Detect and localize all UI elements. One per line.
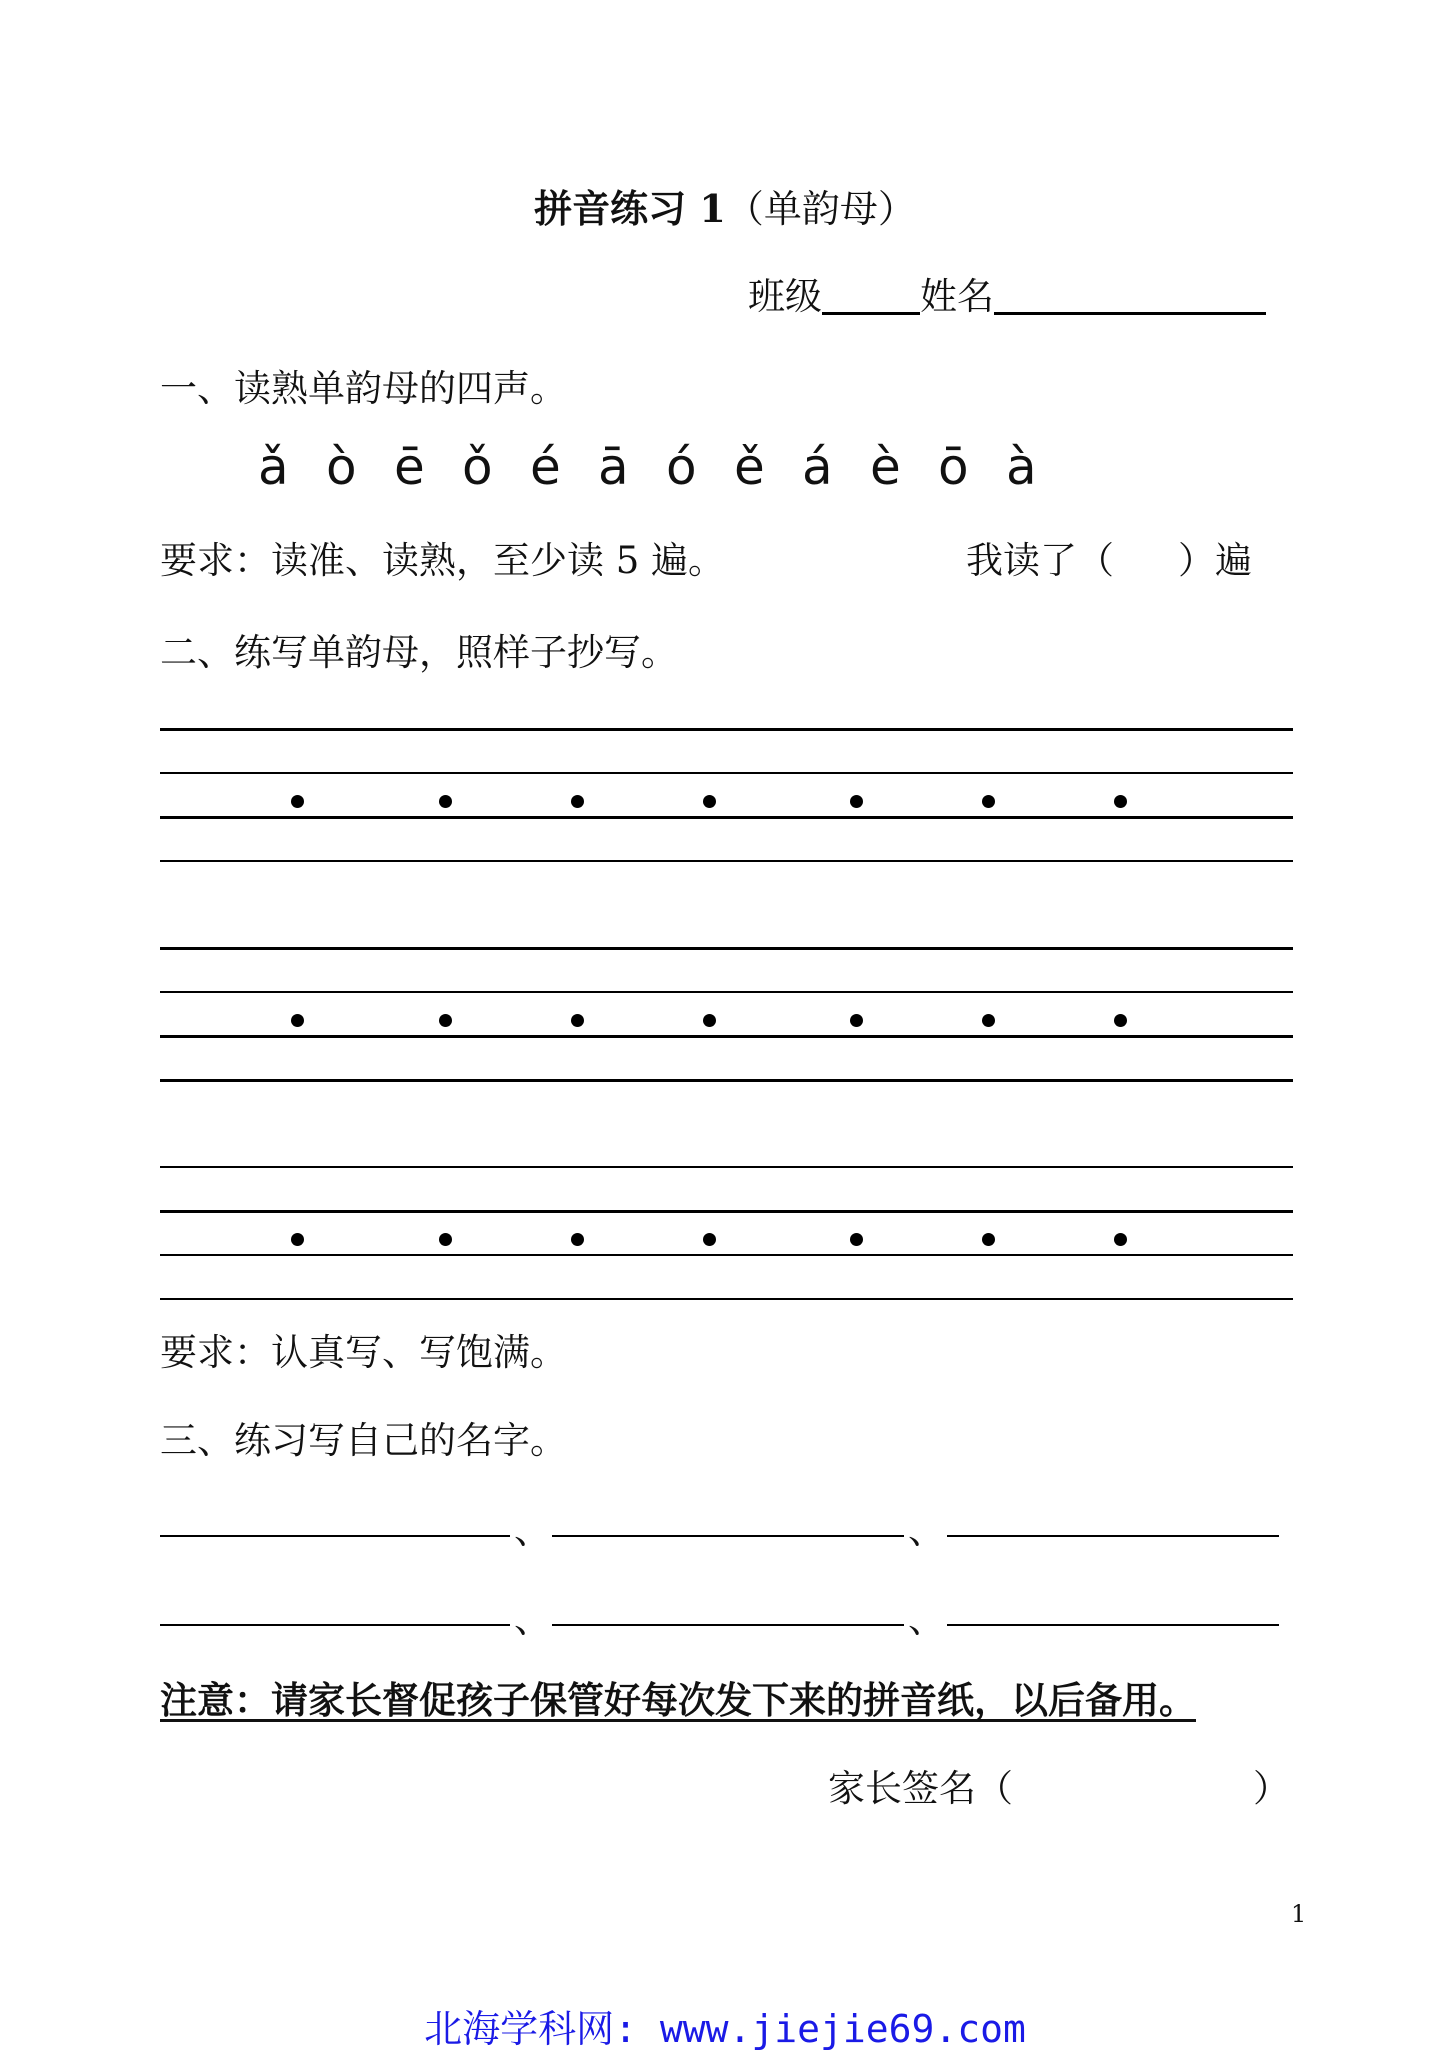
page-title: 拼音练习 1（单韵母） [534, 186, 916, 231]
section2-requirement: 要求：认真写、写饱满。 [160, 1331, 567, 1374]
dot [1114, 1014, 1127, 1027]
section1-requirement: 要求：读准、读熟，至少读 5 遍。 [160, 539, 726, 582]
name-practice-line[interactable] [160, 1535, 510, 1537]
dot [703, 1014, 716, 1027]
tone-letter: ǒ [462, 438, 493, 496]
dot [982, 1233, 995, 1246]
separator: 、 [514, 1509, 551, 1552]
parent-notice: 注意：请家长督促孩子保管好每次发下来的拼音纸，以后备用。 [160, 1678, 1196, 1722]
writing-grid-3[interactable] [160, 1166, 1293, 1298]
name-practice-line[interactable] [947, 1624, 1279, 1626]
parent-signature: 家长签名（ ） [828, 1767, 1290, 1810]
separator: 、 [514, 1598, 551, 1641]
tone-letter: ǎ [258, 438, 289, 496]
dot [291, 1233, 304, 1246]
separator: 、 [908, 1598, 945, 1641]
tone-letter: ā [598, 438, 629, 496]
dot [850, 795, 863, 808]
name-label: 姓名 [920, 275, 994, 318]
dot [439, 795, 452, 808]
dot [982, 1014, 995, 1027]
tone-letter: é [530, 438, 561, 496]
tone-letter: è [870, 438, 901, 496]
dot [1114, 795, 1127, 808]
dot [850, 1233, 863, 1246]
section3-heading: 三、练习写自己的名字。 [160, 1419, 567, 1462]
name-practice-line[interactable] [947, 1535, 1279, 1537]
dot [850, 1014, 863, 1027]
class-label: 班级 [748, 275, 822, 318]
tone-letter: ō [938, 438, 969, 496]
name-practice-line[interactable] [552, 1624, 904, 1626]
tone-letter: à [1006, 438, 1037, 496]
writing-grid-2[interactable] [160, 947, 1293, 1079]
writing-grid-1[interactable] [160, 728, 1293, 860]
name-field[interactable] [994, 276, 1266, 315]
tone-letter: ē [394, 438, 425, 496]
footer-watermark[interactable]: 北海学科网: www.jiejie69.com [424, 2007, 1026, 2051]
dot [982, 795, 995, 808]
dot [571, 795, 584, 808]
dot [571, 1014, 584, 1027]
separator: 、 [908, 1509, 945, 1552]
class-name-line [748, 266, 1266, 320]
dot [291, 1014, 304, 1027]
dot [571, 1233, 584, 1246]
tone-letter: ò [326, 438, 357, 496]
dot [1114, 1233, 1127, 1246]
name-practice-line[interactable] [160, 1624, 510, 1626]
dot [291, 795, 304, 808]
read-count: 我读了（ ）遍 [966, 539, 1252, 582]
dot [439, 1233, 452, 1246]
tone-row [258, 438, 1074, 496]
tone-letter: á [802, 438, 833, 496]
section2-heading: 二、练写单韵母，照样子抄写。 [160, 631, 678, 674]
name-practice-line[interactable] [552, 1535, 904, 1537]
tone-letter: ó [666, 438, 697, 496]
section1-heading: 一、读熟单韵母的四声。 [160, 367, 567, 410]
tone-letter: ě [734, 438, 765, 496]
page-number: 1 [1291, 1900, 1307, 1928]
dot [439, 1014, 452, 1027]
class-field[interactable] [822, 276, 920, 315]
dot [703, 1233, 716, 1246]
dot [703, 795, 716, 808]
